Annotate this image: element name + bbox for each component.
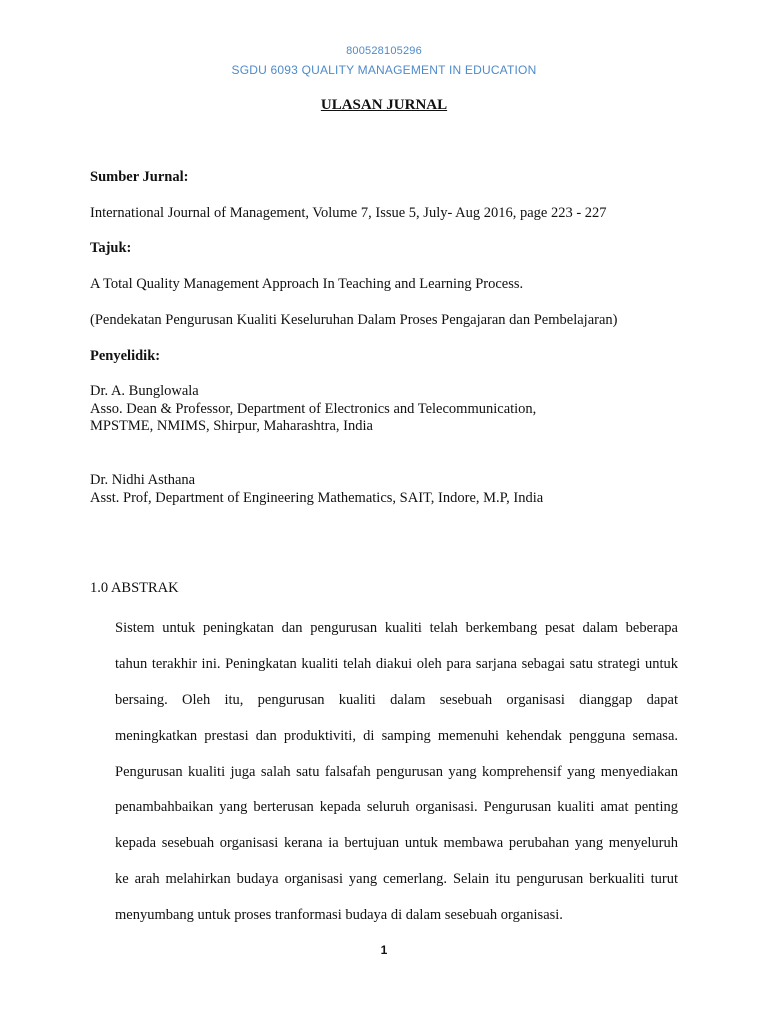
researchers-heading: Penyelidik:: [90, 348, 161, 364]
topic-malay: (Pendekatan Pengurusan Kualiti Keseluruhan Dalam Proses Pengajaran dan Pembelajaran): [90, 312, 618, 328]
researcher-1-affiliation: MPSTME, NMIMS, Shirpur, Maharashtra, India: [90, 418, 373, 434]
abstract-line: Sistem untuk peningkatan dan pengurusan kualiti telah berkembang pesat dalam beberapa: [115, 620, 678, 636]
abstract-line: kepada sesebuah organisasi kerana ia bertujuan untuk membawa perubahan yang menyeluruh: [115, 835, 678, 852]
abstract-line: tahun terakhir ini. Peningkatan kualiti telah diakui oleh para sarjana sebagai satu strategi untuk: [115, 655, 678, 672]
abstract-line: penambahbaikan yang berterusan kepada seluruh organisasi. Pengurusan kualiti amat penting: [115, 799, 678, 816]
abstract-paragraph: [115, 611, 678, 934]
topic-heading: Tajuk:: [90, 240, 132, 256]
researcher-1-name: Dr. A. Bunglowala: [90, 383, 199, 399]
researcher-2-name: Dr. Nidhi Asthana: [90, 472, 196, 488]
abstract-line: meningkatkan prestasi dan produktiviti, di samping memenuhi kehendak pengguna semasa.: [115, 727, 678, 744]
student-id: 800528105296: [346, 45, 422, 57]
researcher-2-position: Asst. Prof, Department of Engineering Mathematics, SAIT, Indore, M.P, India: [90, 490, 544, 506]
abstract-line: menyumbang untuk proses tranformasi budaya di dalam sesebuah organisasi.: [115, 907, 563, 924]
abstract-line: bersaing. Oleh itu, pengurusan kualiti dalam sesebuah organisasi dianggap dapat: [115, 691, 678, 708]
course-header: SGDU 6093 QUALITY MANAGEMENT IN EDUCATION: [231, 63, 537, 77]
source-heading: Sumber Jurnal:: [90, 169, 189, 185]
source-text: International Journal of Management, Volume 7, Issue 5, July- Aug 2016, page 223 - 227: [90, 205, 607, 221]
abstract-line: ke arah melahirkan budaya organisasi yang cemerlang. Selain itu pengurusan berkualiti turut: [115, 871, 678, 888]
researcher-1-position: Asso. Dean & Professor, Department of Electronics and Telecommunication,: [90, 401, 537, 417]
abstract-line: Pengurusan kualiti juga salah satu falsafah pengurusan yang komprehensif yang menyediakan: [115, 763, 678, 780]
page-number: 1: [380, 943, 388, 957]
abstract-heading: 1.0 ABSTRAK: [90, 580, 179, 596]
topic-english: A Total Quality Management Approach In Teaching and Learning Process.: [90, 276, 524, 292]
page-title: ULASAN JURNAL: [320, 97, 448, 113]
